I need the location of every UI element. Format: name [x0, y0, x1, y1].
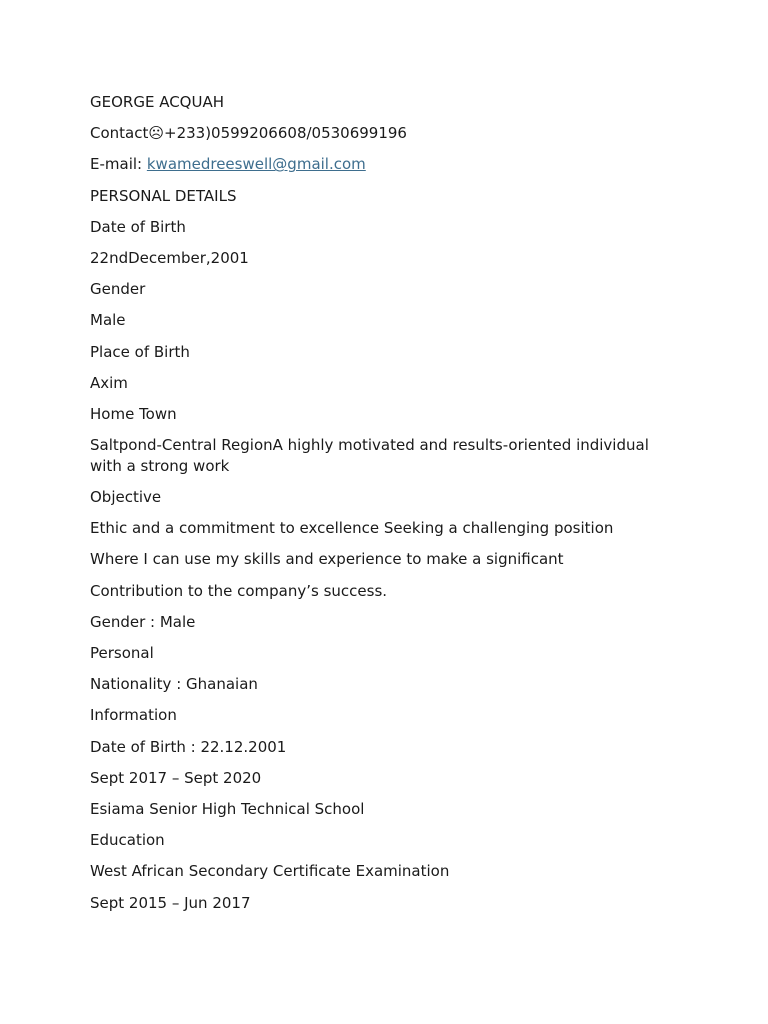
- email-label: E-mail:: [90, 155, 147, 174]
- education-period-2: Sept 2015 – Jun 2017: [90, 893, 251, 912]
- school-name: Esiama Senior High Technical School: [90, 799, 365, 818]
- date-of-birth-detail: Date of Birth : 22.12.2001: [90, 737, 287, 756]
- place-of-birth-label: Place of Birth: [90, 342, 190, 361]
- home-town-value: Saltpond-Central RegionA highly motivated and results-oriented individual with a strong work: [90, 436, 649, 476]
- email-line: [90, 154, 670, 175]
- nationality-detail: Nationality : Ghanaian: [90, 675, 258, 694]
- applicant-name: GEORGE ACQUAH: [90, 93, 224, 111]
- email-link[interactable]: kwamedreeswell@gmail.com: [146, 155, 366, 174]
- home-town-label: Home Town: [90, 404, 177, 423]
- gender-value: Male: [90, 311, 126, 330]
- place-of-birth-value: Axim: [90, 373, 128, 392]
- objective-heading: Objective: [90, 488, 162, 507]
- examination-name: West African Secondary Certificate Examination: [90, 862, 450, 881]
- date-of-birth-value: 22ndDecember,2001: [90, 248, 249, 267]
- education-heading: Education: [90, 831, 165, 850]
- date-of-birth-label: Date of Birth: [90, 217, 186, 236]
- contact-line: Contact☹+233)0599206608/0530699196: [90, 124, 407, 143]
- objective-text-1: Ethic and a commitment to excellence Seeking a challenging position: [90, 519, 614, 538]
- gender-label: Gender: [90, 280, 146, 299]
- information-heading: Information: [90, 706, 177, 725]
- resume-content: [90, 92, 670, 924]
- objective-text-2: Where I can use my skills and experience to make a significant: [90, 550, 564, 569]
- education-period-1: Sept 2017 – Sept 2020: [90, 768, 262, 787]
- gender-detail: Gender : Male: [90, 612, 196, 631]
- objective-text-3: Contribution to the company’s success.: [90, 581, 388, 600]
- personal-heading: Personal: [90, 644, 154, 662]
- section-heading-personal-details: PERSONAL DETAILS: [90, 186, 237, 205]
